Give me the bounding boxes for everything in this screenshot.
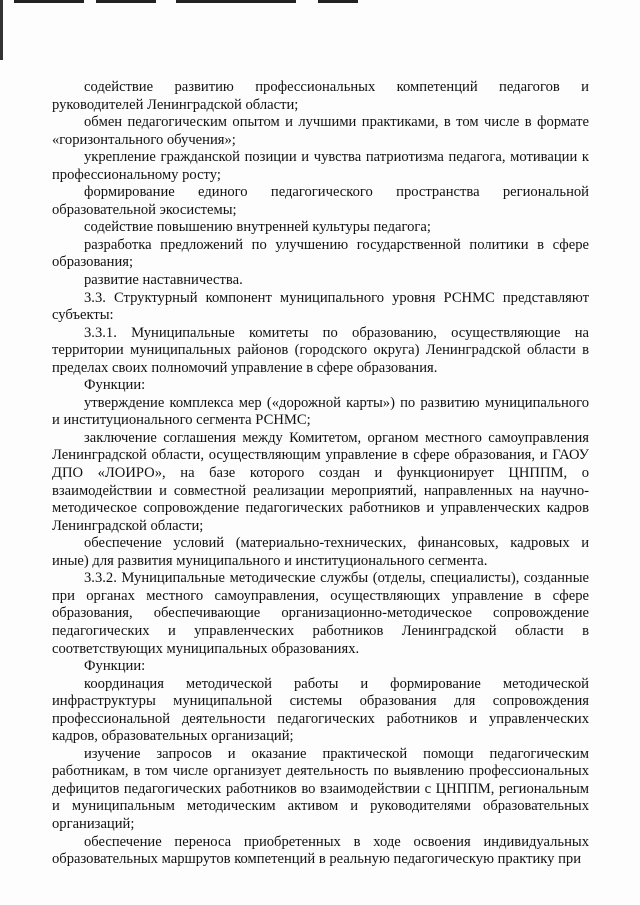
scan-mark <box>14 0 84 3</box>
paragraph: формирование единого педагогического пространства региональной образовательной экосистемы; <box>52 184 589 218</box>
scan-mark <box>96 0 156 3</box>
paragraph: обеспечение условий (материально-технических, финансовых, кадровых и иные) для развития муниципального и институционального сегмента. <box>52 535 589 569</box>
scan-mark <box>318 0 358 3</box>
paragraph: укрепление гражданской позиции и чувства патриотизма педагога, мотивации к профессиональному росту; <box>52 149 589 183</box>
paragraph: содействие повышению внутренней культуры педагога; <box>84 219 431 236</box>
functions-label: Функции: <box>84 658 146 675</box>
paragraph: содействие развитию профессиональных компетенций педагогов и руководителей Ленинградской области; <box>52 79 589 113</box>
paragraph: развитие наставничества. <box>84 272 243 289</box>
paragraph: изучение запросов и оказание практической помощи педагогическим работникам, в том числе организует деятельность по выявлению профессиональных дефицитов педагогических работников во взаимодействии с ЦНППМ, региональным и муниципальным методическим активом и руководителями образовательных организаций; <box>52 745 589 832</box>
paragraph: обмен педагогическим опытом и лучшими практиками, в том числе в формате «горизонтального обучения»; <box>52 114 589 148</box>
subsection-paragraph: 3.3.2. Муниципальные методические службы (отделы, специалисты), созданные при органах местного самоуправления, осуществляющих управление в сфере образования, обеспечивающие организационно-методическое сопровождение педагогических и управленческих работников Ленинградской области в соответствующих муниципальных образованиях. <box>52 570 589 657</box>
scan-edge <box>0 0 3 60</box>
document-body <box>52 79 589 869</box>
subsection-paragraph: 3.3.1. Муниципальные комитеты по образованию, осуществляющие на территории муниципальных районов (городского округа) Ленинградской области в пределах своих полномочий управление в сфере образования. <box>52 324 589 376</box>
paragraph: координация методической работы и формирование методической инфраструктуры муниципальной системы образования для сопровождения профессиональной деятельности педагогических работников и управленческих кадров, образовательных организаций; <box>52 675 589 745</box>
scan-marks <box>0 0 640 10</box>
paragraph: обеспечение переноса приобретенных в ходе освоения индивидуальных образовательных маршрутов компетенций в реальную педагогическую практику при <box>52 833 589 868</box>
paragraph: заключение соглашения между Комитетом, органом местного самоуправления Ленинградской области, осуществляющим управление в сфере образования, и ГАОУ ДПО «ЛОИРО», на базе которого создан и функционирует ЦНППМ, о взаимодействии и совместной реализации мероприятий, направленных на научно-методическое сопровождение педагогических работников и управленческих кадров Ленинградской области; <box>52 429 589 534</box>
paragraph: разработка предложений по улучшению государственной политики в сфере образования; <box>52 236 589 271</box>
paragraph: утверждение комплекса мер («дорожной карты») по развитию муниципального и институционального сегмента РСНМС; <box>52 394 589 429</box>
functions-label: Функции: <box>84 377 146 394</box>
section-heading: 3.3. Структурный компонент муниципального уровня РСНМС представляют субъекты: <box>52 289 589 324</box>
scan-mark <box>176 0 296 3</box>
